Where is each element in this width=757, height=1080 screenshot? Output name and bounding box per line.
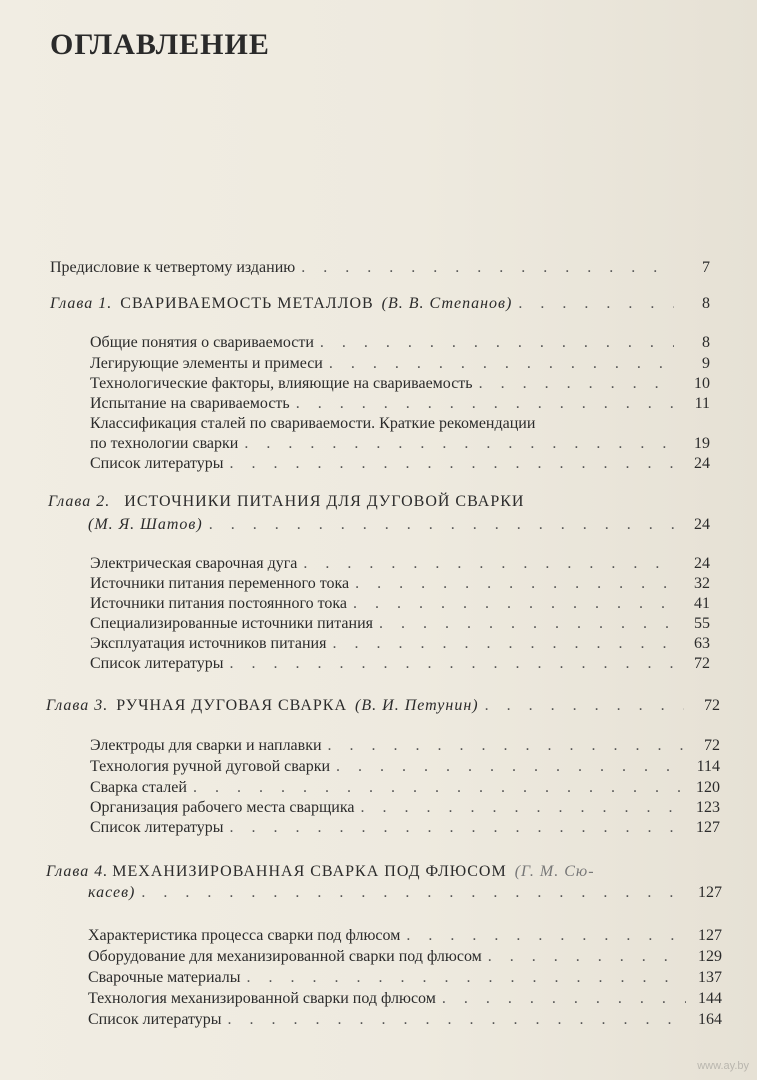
entry-page: 137	[698, 969, 722, 986]
toc-entry	[90, 594, 710, 614]
toc-entry	[90, 757, 720, 777]
chapter-author: (М. Я. Шатов)	[88, 516, 203, 533]
leader-dots	[209, 515, 674, 535]
toc-entry	[88, 989, 722, 1009]
entry-page: 55	[694, 615, 710, 632]
entry-page: 19	[694, 435, 710, 452]
chapter-heading-2	[48, 492, 524, 512]
leader-dots	[230, 654, 674, 674]
chapter-heading-3	[46, 696, 720, 716]
entry-title: Оборудование для механизированной сварки под флюсом	[88, 948, 482, 965]
leader-dots	[479, 374, 674, 394]
leader-dots	[406, 926, 686, 946]
entry-page: 11	[694, 395, 710, 412]
toc-entry	[90, 354, 710, 374]
leader-dots	[328, 736, 684, 756]
leader-dots	[141, 883, 686, 903]
leader-dots	[230, 454, 674, 474]
leader-dots	[360, 798, 684, 818]
chapter-page: 24	[694, 516, 710, 533]
leader-dots	[355, 574, 674, 594]
leader-dots	[301, 258, 674, 278]
toc-entry	[90, 394, 710, 414]
leader-dots	[320, 333, 674, 353]
toc-entry	[90, 614, 710, 634]
chapter-page: 72	[704, 697, 720, 714]
entry-page: 63	[694, 635, 710, 652]
toc-entry	[90, 434, 710, 454]
chapter-page: 127	[698, 884, 722, 901]
entry-title: Электрическая сварочная дуга	[90, 555, 298, 572]
chapter-page: 8	[702, 295, 710, 312]
entry-title: Технологические факторы, влияющие на свариваемость	[90, 375, 473, 392]
toc-entry	[88, 926, 722, 946]
entry-page: 127	[698, 927, 722, 944]
entry-title: Список литературы	[90, 819, 224, 836]
entry-title: Список литературы	[90, 455, 224, 472]
entry-title-line1: Классификация сталей по свариваемости. Краткие рекомендации	[90, 415, 536, 432]
toc-entry	[90, 333, 710, 353]
toc-entry	[90, 654, 710, 674]
leader-dots	[193, 778, 684, 798]
entry-page: 123	[696, 799, 720, 816]
entry-title: Сварочные материалы	[88, 969, 241, 986]
chapter-author: (Г. М. Сю-	[514, 863, 595, 880]
entry-page: 9	[702, 355, 710, 372]
leader-dots	[296, 394, 674, 414]
leader-dots	[244, 434, 674, 454]
entry-page: 72	[694, 655, 710, 672]
entry-page: 127	[696, 819, 720, 836]
entry-title-line2: по технологии сварки	[90, 435, 239, 452]
entry-page: 164	[698, 1011, 722, 1028]
leader-dots	[336, 757, 684, 777]
entry-title: Организация рабочего места сварщика	[90, 799, 355, 816]
toc-entry	[90, 818, 720, 838]
leader-dots	[247, 968, 687, 988]
leader-dots	[230, 818, 684, 838]
toc-heading: ОГЛАВЛЕНИЕ	[50, 28, 270, 61]
toc-entry	[90, 554, 710, 574]
toc-entry	[90, 374, 710, 394]
leader-dots	[379, 614, 674, 634]
chapter-title: СВАРИВАЕМОСТЬ МЕТАЛЛОВ	[120, 295, 374, 312]
toc-entry	[90, 736, 720, 756]
chapter-title: ИСТОЧНИКИ ПИТАНИЯ ДЛЯ ДУГОВОЙ СВАРКИ	[124, 493, 525, 510]
toc-entry	[88, 1010, 722, 1030]
entry-page: 7	[702, 259, 710, 276]
leader-dots	[518, 294, 674, 314]
chapter-title: РУЧНАЯ ДУГОВАЯ СВАРКА	[116, 697, 348, 714]
entry-title: Сварка сталей	[90, 779, 187, 796]
entry-page: 120	[696, 779, 720, 796]
leader-dots	[442, 989, 686, 1009]
leader-dots	[329, 354, 674, 374]
entry-page: 24	[694, 555, 710, 572]
leader-dots	[353, 594, 674, 614]
toc-entry	[90, 454, 710, 474]
leader-dots	[228, 1010, 686, 1030]
leader-dots	[485, 696, 684, 716]
entry-title: Специализированные источники питания	[90, 615, 373, 632]
entry-title: Характеристика процесса сварки под флюсом	[88, 927, 401, 944]
leader-dots	[488, 947, 686, 967]
entry-page: 32	[694, 575, 710, 592]
entry-title: Технология ручной дуговой сварки	[90, 758, 331, 775]
entry-page: 72	[704, 737, 720, 754]
chapter-heading-4-cont	[88, 883, 722, 903]
leader-dots	[303, 554, 674, 574]
leader-dots	[332, 634, 674, 654]
chapter-label: Глава 3.	[46, 697, 109, 714]
toc-entry	[90, 574, 710, 594]
entry-title: Испытание на свариваемость	[90, 395, 290, 412]
entry-page: 10	[694, 375, 710, 392]
entry-title: Список литературы	[90, 655, 224, 672]
entry-page: 41	[694, 595, 710, 612]
toc-entry-preface	[50, 258, 710, 278]
entry-page: 129	[698, 948, 722, 965]
chapter-heading-4	[46, 862, 595, 882]
entry-title: Источники питания постоянного тока	[90, 595, 348, 612]
chapter-author: (В. И. Петунин)	[355, 697, 479, 714]
entry-title: Технология механизированной сварки под флюсом	[88, 990, 436, 1007]
toc-entry	[90, 634, 710, 654]
entry-page: 114	[696, 758, 720, 775]
entry-title: Предисловие к четвертому изданию	[50, 259, 296, 276]
chapter-heading-1	[50, 294, 710, 314]
chapter-author: (В. В. Степанов)	[381, 295, 513, 312]
chapter-label: Глава 1.	[50, 295, 113, 312]
entry-page: 144	[698, 990, 722, 1007]
entry-page: 8	[702, 334, 710, 351]
entry-title: Легирующие элементы и примеси	[90, 355, 323, 372]
chapter-label: Глава 4.	[46, 863, 109, 880]
chapter-heading-2-cont	[88, 515, 710, 535]
chapter-label: Глава 2.	[48, 493, 111, 510]
entry-title: Общие понятия о свариваемости	[90, 334, 314, 351]
entry-title: Источники питания переменного тока	[90, 575, 350, 592]
entry-title: Эксплуатация источников питания	[90, 635, 327, 652]
entry-title: Электроды для сварки и наплавки	[90, 737, 322, 754]
entry-title: Список литературы	[88, 1011, 222, 1028]
watermark: www.ay.by	[697, 1060, 749, 1072]
toc-entry	[90, 798, 720, 818]
toc-entry	[88, 947, 722, 967]
chapter-author-cont: касев)	[88, 884, 136, 901]
entry-page: 24	[694, 455, 710, 472]
chapter-title: МЕХАНИЗИРОВАННАЯ СВАРКА ПОД ФЛЮСОМ	[112, 863, 507, 880]
toc-entry	[90, 778, 720, 798]
toc-entry	[88, 968, 722, 988]
